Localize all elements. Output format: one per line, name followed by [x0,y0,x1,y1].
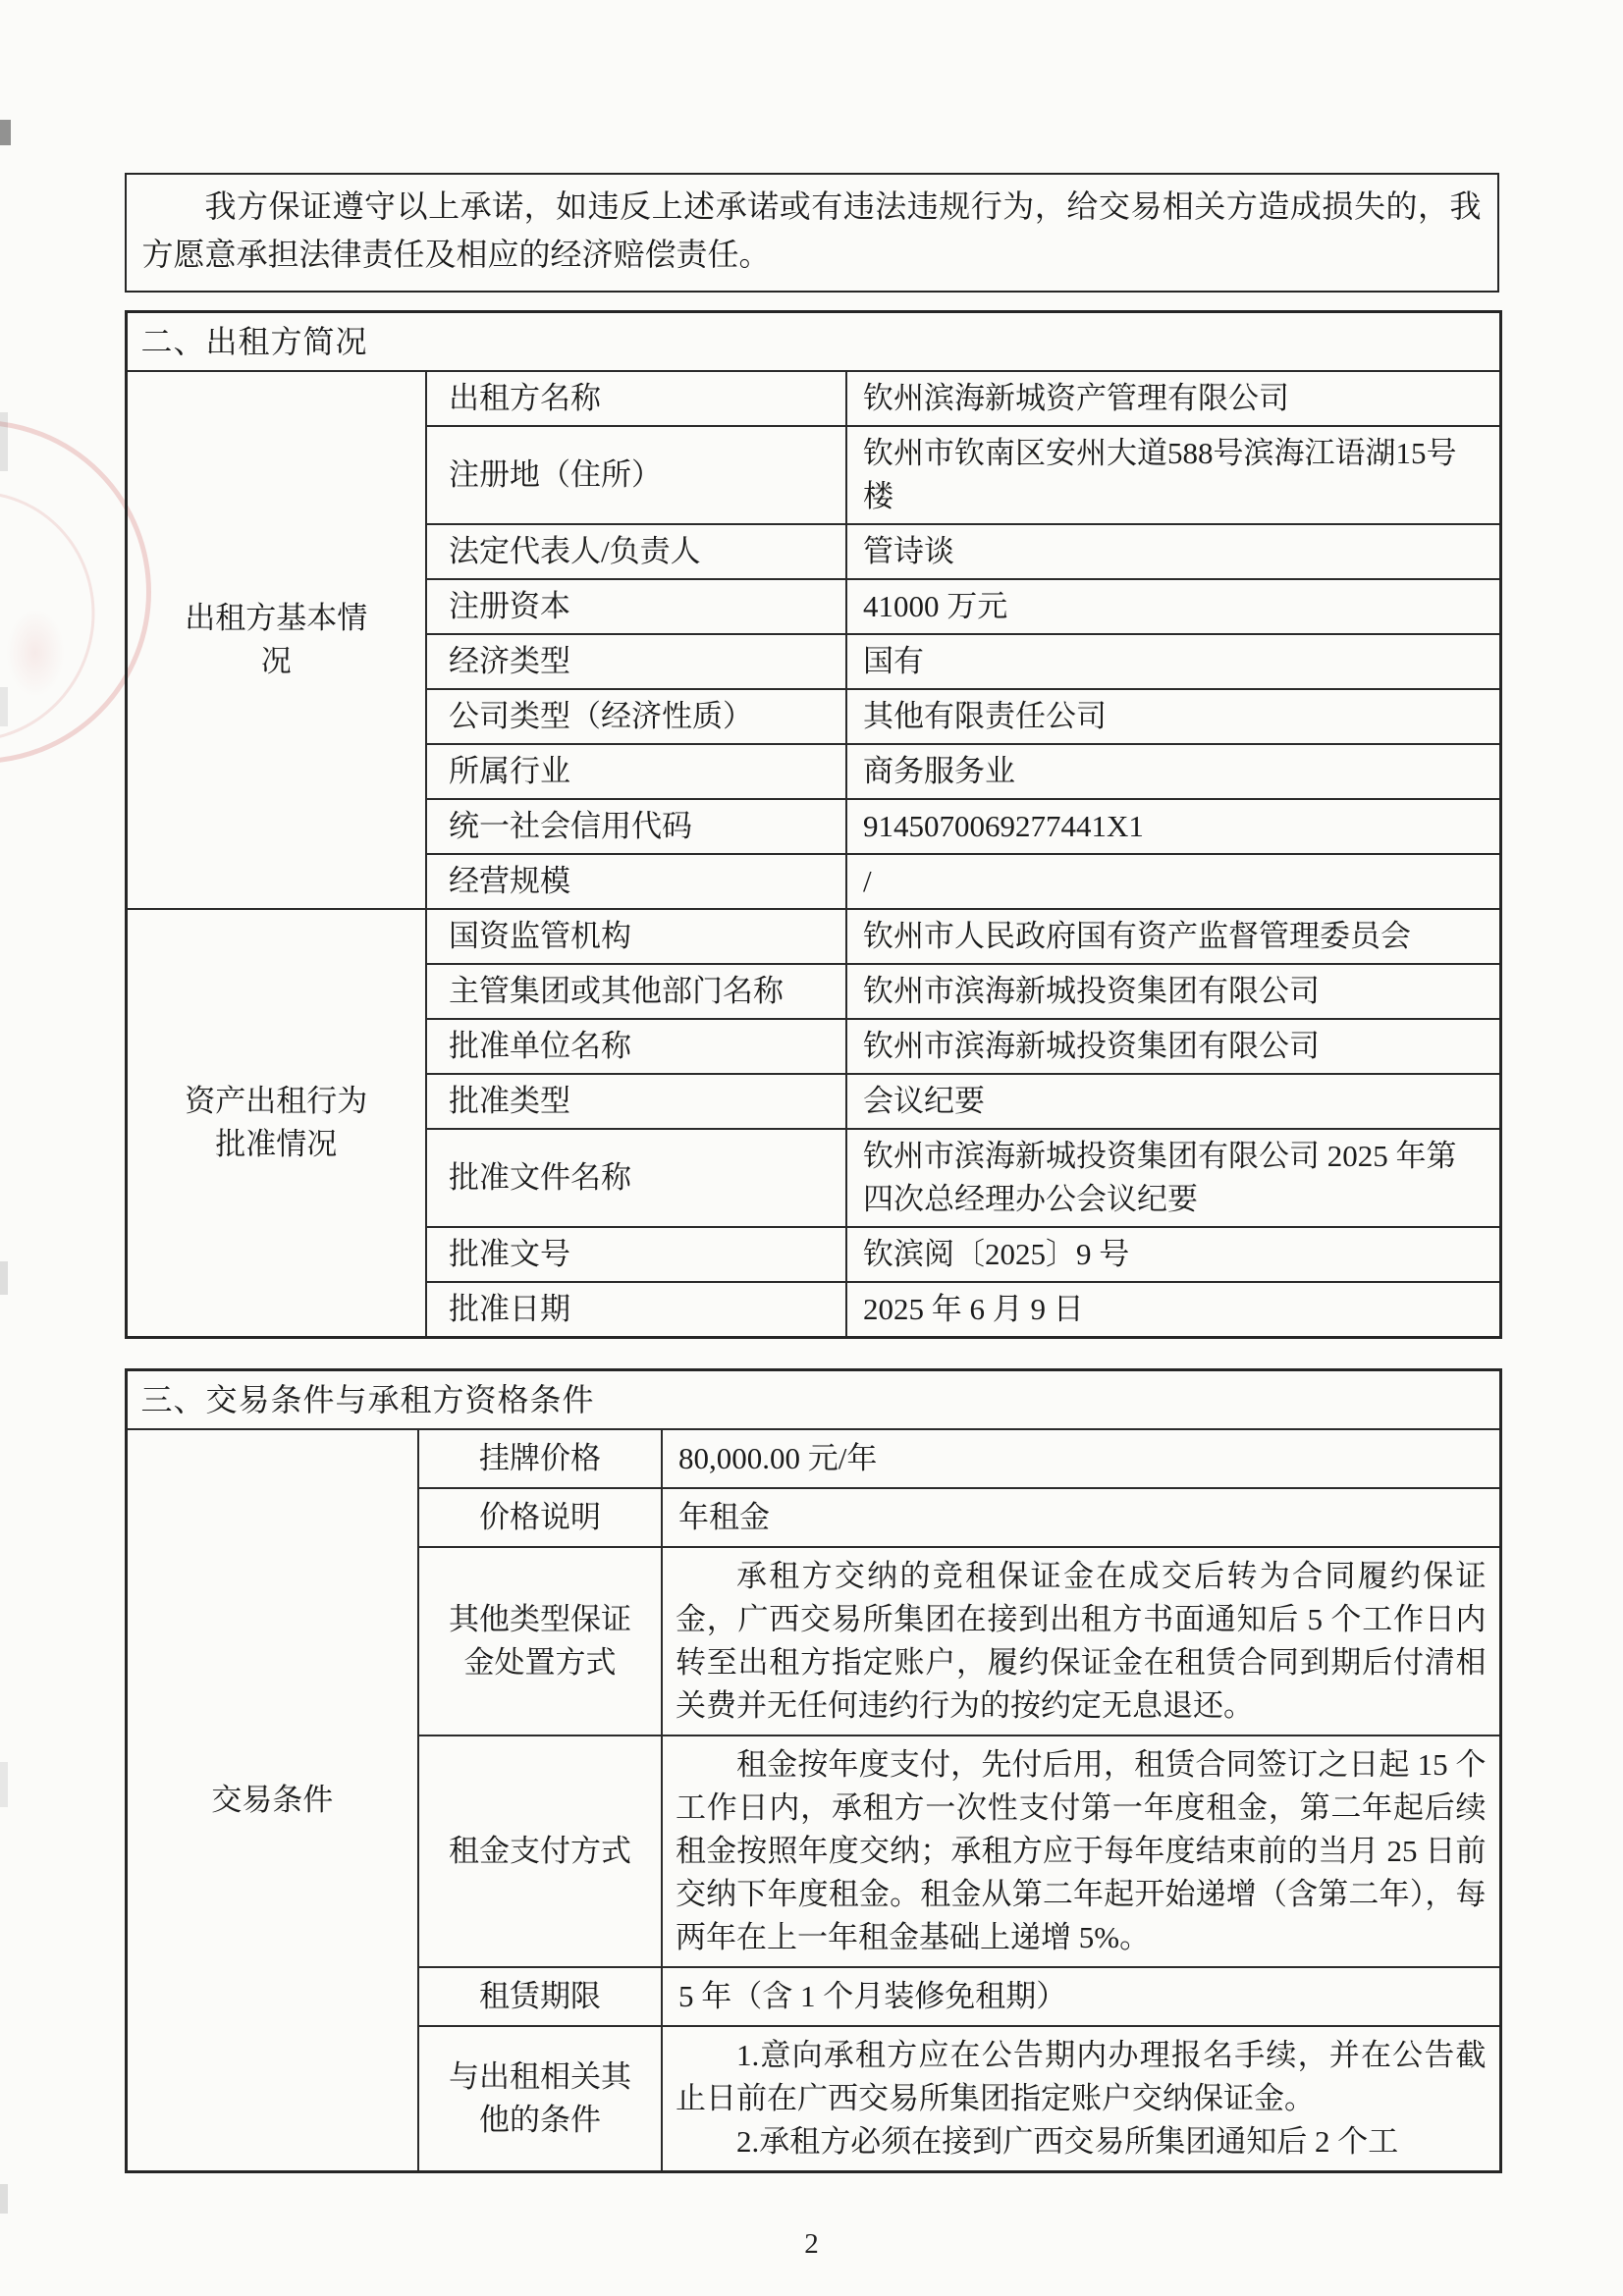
commitment-text: 我方保证遵守以上承诺，如违反上述承诺或有违法违规行为，给交易相关方造成损失的，我方愿意承担法律责任及相应的经济赔偿责任。 [141,188,1482,272]
field-value: 钦州市滨海新城投资集团有限公司 [863,1029,1320,1063]
scan-artifact [0,1261,8,1295]
field-value: 钦州市钦南区安州大道588号滨海江语湖15号楼 [863,436,1457,513]
field-label-cell [426,524,846,579]
field-label-cell [426,1129,846,1227]
scan-artifact [0,1762,8,1807]
field-value-cell [846,579,1500,634]
field-value-cell [846,799,1500,854]
field-value: 41000 万元 [863,589,1008,623]
field-value-cell [662,1488,1500,1547]
table-row [126,909,1500,964]
field-value: 钦州市滨海新城投资集团有限公司 [863,974,1320,1008]
scan-artifact [0,412,8,471]
field-label-cell [426,744,846,799]
group-label: 资产出租行为批准情况 [185,1084,368,1161]
field-value: 钦州滨海新城资产管理有限公司 [863,381,1289,415]
section-title-cell [126,312,1500,372]
field-value-cell [662,1429,1500,1488]
field-value-cell [662,1967,1500,2026]
field-value-cell [846,909,1500,964]
field-value: 其他有限责任公司 [863,699,1107,733]
field-label: 注册资本 [449,589,570,623]
field-value-cell [846,634,1500,689]
field-value-cell [846,524,1500,579]
scan-artifact [0,2184,8,2214]
scan-artifact [0,120,11,145]
field-label: 批准类型 [449,1084,570,1118]
field-value-cell [846,1019,1500,1074]
field-value-cell [846,689,1500,744]
field-value-paragraph: 1.意向承租方应在公告期内办理报名手续，并在公告截止日前在广西交易所集团指定账户交纳保证金。 [676,2038,1487,2115]
section-title-row [126,1370,1500,1430]
field-label: 法定代表人/负责人 [449,534,701,568]
field-label-cell [426,799,846,854]
field-value: 钦滨阅〔2025〕9 号 [863,1237,1130,1271]
field-label-cell [418,1429,662,1488]
group-label-cell [126,909,426,1338]
field-value-paragraph: 2.承租方必须在接到广西交易所集团通知后 2 个工 [736,2124,1399,2159]
field-value-cell [846,371,1500,426]
field-label: 租金支付方式 [449,1834,631,1868]
info-table [125,1368,1502,2173]
red-stamp-smudge [6,609,65,697]
field-label: 批准日期 [449,1292,570,1326]
page-number: 2 [804,2228,819,2260]
field-label-cell [426,634,846,689]
field-label: 所属行业 [449,754,570,788]
field-value: 钦州市人民政府国有资产监督管理委员会 [863,919,1411,953]
field-label: 经济类型 [449,644,570,678]
field-value-paragraph: 租金按年度支付，先付后用，租赁合同签订之日起 15 个工作日内，承租方一次性支付第一年度租金，第二年起后续租金按照年度交纳；承租方应于每年度结束前的当月 25 日前交纳下年度租金。租金从第二年起开始递增（含第二年），每两年在上一年租金基础上递增 5%。 [676,1747,1487,1954]
field-label: 其他类型保证金处置方式 [449,1602,631,1680]
field-value: / [863,864,872,898]
field-label: 注册地（住所） [449,457,662,492]
tables-container [125,310,1499,2173]
field-label-cell [418,2026,662,2172]
table-row [126,371,1500,426]
field-label: 价格说明 [479,1500,601,1534]
field-label-cell [426,964,846,1019]
field-label-cell [426,689,846,744]
field-label-cell [426,1282,846,1338]
field-label-cell [426,579,846,634]
section-title-cell [126,1370,1500,1430]
field-label: 经营规模 [449,864,570,898]
field-label: 批准文号 [449,1237,570,1271]
field-label: 租赁期限 [479,1979,601,2013]
field-value-cell [846,854,1500,909]
field-label: 公司类型（经济性质） [449,699,753,733]
field-value-cell [846,1282,1500,1338]
field-label-cell [426,1019,846,1074]
field-label-cell [418,1967,662,2026]
field-label: 国资监管机构 [449,919,631,953]
field-label-cell [426,1074,846,1129]
field-value: 商务服务业 [863,754,1015,788]
field-label-cell [426,854,846,909]
field-label-cell [426,909,846,964]
table-row [126,1429,1500,1488]
field-value: 5 年（含 1 个月装修免租期） [678,1979,1067,2013]
field-value-cell [662,1547,1500,1735]
section-title-row [126,312,1500,372]
group-label: 交易条件 [211,1783,334,1817]
field-value-cell [846,1227,1500,1282]
field-label: 挂牌价格 [479,1441,601,1475]
field-label: 批准文件名称 [449,1160,631,1195]
field-value: 9145070069277441X1 [863,809,1144,843]
group-label-cell [126,371,426,909]
field-value: 年租金 [678,1500,770,1534]
section-title: 三、交易条件与承租方资格条件 [140,1382,595,1417]
field-value: 管诗谈 [863,534,954,568]
field-value-cell [662,1735,1500,1967]
group-label-cell [126,1429,418,2172]
section-3 [125,1368,1499,2173]
field-value-cell [846,744,1500,799]
field-value: 钦州市滨海新城投资集团有限公司 2025 年第四次总经理办公会议纪要 [863,1139,1457,1216]
field-label-cell [426,371,846,426]
field-label-cell [418,1488,662,1547]
field-value: 会议纪要 [863,1084,985,1118]
field-label-cell [418,1547,662,1735]
section-title: 二、出租方简况 [140,324,368,359]
field-label-cell [418,1735,662,1967]
section-2 [125,310,1499,1339]
field-value-cell [846,1074,1500,1129]
field-label: 批准单位名称 [449,1029,631,1063]
field-value-cell [846,1129,1500,1227]
field-label: 出租方名称 [449,381,601,415]
field-label-cell [426,426,846,524]
field-value-cell [846,426,1500,524]
field-value-cell [662,2026,1500,2172]
field-label-cell [426,1227,846,1282]
field-label: 统一社会信用代码 [449,809,692,843]
commitment-statement-box [125,173,1499,293]
field-value: 80,000.00 元/年 [678,1441,878,1475]
group-label: 出租方基本情况 [185,601,368,678]
field-value: 2025 年 6 月 9 日 [863,1292,1084,1326]
field-value-paragraph: 承租方交纳的竞租保证金在成交后转为合同履约保证金，广西交易所集团在接到出租方书面通知后 5 个工作日内转至出租方指定账户，履约保证金在租赁合同到期后付清相关费并无任何违约行为的按约定无息退还。 [676,1559,1487,1723]
field-value-cell [846,964,1500,1019]
scan-artifact [0,687,8,726]
info-table [125,310,1502,1339]
field-label: 主管集团或其他部门名称 [449,974,784,1008]
field-value: 国有 [863,644,924,678]
field-label: 与出租相关其他的条件 [449,2059,631,2137]
